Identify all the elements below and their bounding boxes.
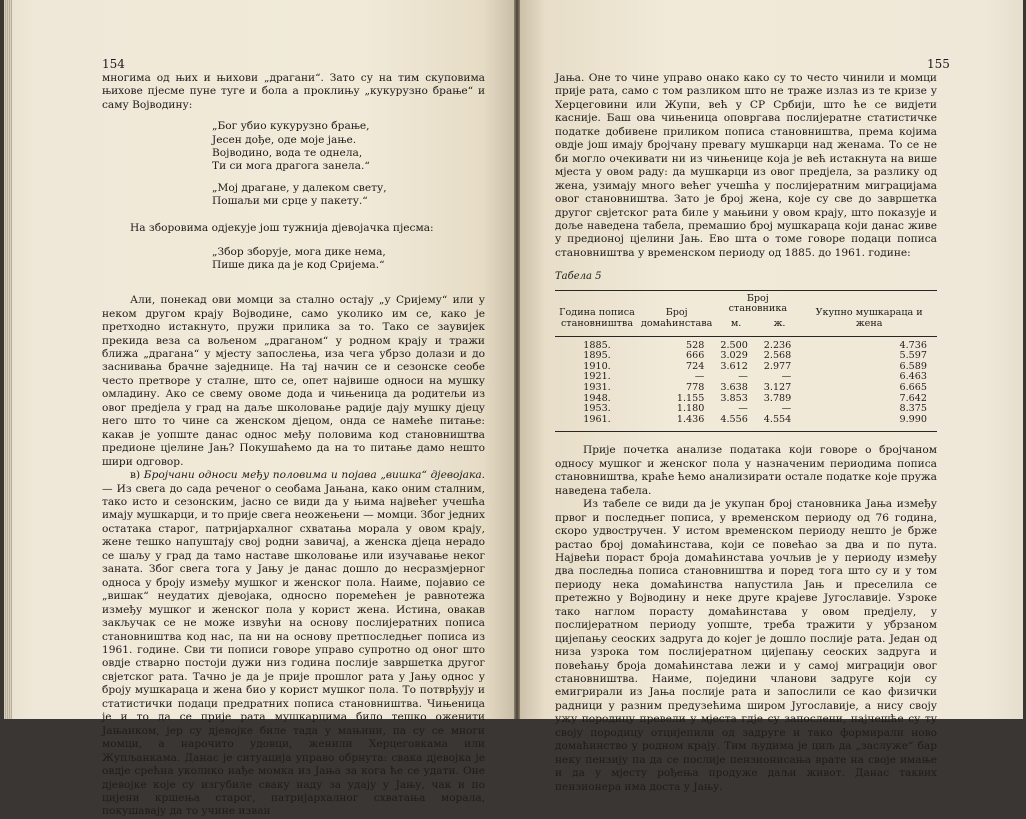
- verse-line: Пошаљи ми срце у пакету.“: [212, 194, 368, 207]
- table-cell-households: 666: [686, 350, 705, 362]
- table-cell-households: 1.155: [676, 392, 705, 404]
- section-paragraph: [102, 469, 485, 819]
- table-cell-households: 778: [686, 381, 705, 393]
- verse-block: [212, 182, 485, 209]
- section-title: Бројчани односи међу половима и појава „вишка“ дјевојака.: [143, 469, 485, 482]
- table-cell-total: 6.589: [899, 360, 927, 372]
- table-cell-total: 6.665: [899, 381, 927, 393]
- column-subheader: ж.: [758, 316, 801, 336]
- table-row: [555, 415, 937, 432]
- right-page-text: [555, 72, 937, 794]
- page-number-left: 154: [102, 57, 125, 71]
- table-caption: Табела 5: [555, 271, 602, 283]
- table-cell-female: 4.554: [763, 413, 792, 425]
- verse-block: [212, 120, 485, 173]
- table-cell-year: 1961.: [583, 413, 611, 425]
- page-number-right: 155: [927, 57, 950, 71]
- verse-line: Ти си мога драгога занела.“: [212, 160, 370, 173]
- table-cell-total: 5.597: [899, 350, 927, 362]
- table-cell-male: —: [738, 403, 748, 415]
- table-cell-male: 4.556: [720, 413, 748, 425]
- table-cell-total: 8.375: [899, 403, 927, 415]
- table-cell-households: 1.180: [676, 403, 705, 415]
- table-cell-total: 7.642: [899, 392, 927, 404]
- column-subheader: м.: [714, 316, 757, 336]
- paragraph: Јања. Оне то чине управо онако како су то често чинили и момци прије рата, само с том разликом што не траже излаз из те кризе у Херцеговини или Жупи, већ у СР Србији, што ће се видјети касније. Баш ова чињеница оповргава послијератне статистичке податке добивене приликом пописа становништва, према којима овдје још имају бројчану превагу мушкарци над женама. То се не би могло очекивати ни из чињенице која је већ истакнута на више мјеста у овом раду: да мушкарци из овог предјела, за разлику од жена, узимају много већег учешћа у послијератним миграцијама овог становништва. Зато је број жена, које су све до завршетка другог свјетског рата биле у мањини у овом крају, што показује и доље наведена табела, премашио број мушкараца који данас живе у предионој цјелини Јањ. Ево шта о томе говоре подаци пописа становништва у временском периоду од 1885. до 1961. године:: [555, 72, 937, 259]
- paragraph: Прије почетка анализе података који говоре о бројчаном односу мушког и женског пола у назначеним периодима пописа становништва, краће ћемо анализирати остале податке које пружа наведена табела.: [555, 444, 937, 497]
- verse-block: [212, 246, 485, 273]
- table-cell-year: 1948.: [583, 392, 611, 404]
- paragraph: многима од њих и њихови „драгани“. Зато су на тим скуповима њихове пјесме пуне туге и бола а проклињу „кукурузно брање“ и саму Војводину:: [102, 72, 485, 111]
- verse-line: „Збор зборује, мога дике нема,: [212, 245, 386, 258]
- table-cell-male: 3.853: [720, 392, 748, 404]
- table-cell-households: 1.436: [676, 413, 705, 425]
- table-cell-year: 1895.: [583, 350, 611, 362]
- table-cell-households: —: [694, 371, 705, 383]
- table-cell-female: —: [781, 403, 792, 415]
- table-cell-male: 3.612: [720, 360, 748, 372]
- table-cell-year: 1885.: [583, 339, 611, 351]
- table-cell-total: 4.736: [899, 339, 927, 351]
- left-page-text: [102, 72, 485, 819]
- paragraph: Из табеле се види да је укупан број становника Јања између првог и последњег пописа, у временском периоду од 76 година, скоро удвостручен. У истом временском периоду нешто је брже растао број домаћинстава, који се повећао за два и по пута. Највећи пораст броја домаћинстава уочљив је у периоду између два последња пописа становништва и поред тога што су и у том периоду нека домаћинства напустила Јањ и преселила се претежно у Војводину и неке друге крајеве Југославије. Узроке тако наглом порасту домаћинстава у овом предјелу, у послијератном периоду уопште, треба тражити у убрзаном цијепању сеоских задруга до којег је дошло послије рата. Један од низа узрока том послијератном цијепању сеоских задруга и повећању броја домаћинстава лежи и у самој миграцији овог становништва. Наиме, поједини чланови задруге који су емигрирали из Јања послије рата и запослили се као физички радници у разним предузећима широм Југославије, а нису своју ужу породицу превели у мјеста гдје су запослени, најчешће су ту своју породицу отцијепили од задруге и тако формирали ново домаћинство у родном крају. Тим људима је циљ да „заслуже“ бар неку пензију па да се послије пензионисања врате на своје имање и да у мјесту рођења продуже даљи живот. Данас таквих пензионера има доста у Јању.: [555, 498, 937, 793]
- table-cell-male: 3.029: [720, 350, 748, 362]
- column-header: Укупно мушкараца и жена: [801, 290, 937, 336]
- column-header: Број становника: [728, 292, 788, 315]
- table-cell-male: —: [738, 371, 748, 383]
- table-cell-year: 1931.: [583, 381, 611, 393]
- verse-line: Јесен дође, оде моје јање.: [212, 133, 357, 146]
- table-cell-households: 528: [686, 339, 705, 351]
- table-cell-total: 9.990: [899, 413, 927, 425]
- verse-line: „Бог убио кукурузно брање,: [212, 120, 370, 133]
- verse-line: „Мој драгане, у далеком свету,: [212, 181, 387, 194]
- table-cell-female: 2.568: [763, 350, 792, 362]
- table-cell-male: 2.500: [720, 339, 748, 351]
- verse-line: Војводино, вода те однела,: [212, 146, 363, 159]
- column-header: Година пописа становништва: [555, 290, 639, 336]
- table-cell-male: 3.638: [720, 381, 748, 393]
- table-cell-female: 3.127: [763, 381, 792, 393]
- table-row: [555, 336, 937, 351]
- table-cell-households: 724: [686, 360, 705, 372]
- table-cell-female: —: [781, 371, 792, 383]
- section-label: в): [130, 469, 141, 482]
- table-cell-female: 3.789: [763, 392, 792, 404]
- table-cell-female: 2.236: [763, 339, 792, 351]
- census-table: [555, 290, 937, 433]
- table-cell-year: 1953.: [583, 403, 611, 415]
- paragraph: Али, понекад ови момци за сталнo остају „у Сријему“ или у неком другом крају Војводине, само уколико им се, како је претходно истакнуто, пружи прилика за то. Тако се заувијек прекида веза са вољеном „драганом“ у родном крају и тражи ближа „драгана“ у мјесту запослења, иза чега убрзо долази и до заснивања брачне заједнице. На тај начин се и сезонске сеобе често претворе у сталне, што се, опет највише односи на мушку омладину. Ако се свему овоме дода и чињеница да родитељи из овог предјела у град на даље школовање радије дају мушку дјецу него што то чине са женском дјецом, онда се намеће питање: какав је уопште данас однос међу половима код становништва предионе цјелине Јањ? Покушаћемо да на то питање дамо нешто шири одговор.: [102, 294, 485, 468]
- table-cell-year: 1910.: [583, 360, 611, 372]
- table-cell-total: 6.463: [899, 371, 927, 383]
- section-body: — Из свега до сада реченог о сеобама Јањана, како оним сталним, тако исто и сезонским, јасно се види да у њима највећег учешћа имају мушкарци, и то прије свега неожењени — момци. Због једних остатака старог, патријархалног схватања морала у овом крају, жене тешко напуштају свој родни завичај, а женска дјеца нерадо се шаљу у град да тамо наставе школовање или изучавање неког заната. Због свега тога у Јању је данас дошло до несразмјерног односа у броју између мушког и женског пола. Наиме, појавио се „вишак“ неудатих дјевојака, односно поремећен је равнотежа између мушког и женског пола у корист жена. Истина, овакав закључак се не може извући на основу послијератних пописа становништва код нас, па ни на основу претпоследњег пописа из 1961. године. Сви ти пописи говоре управо супротно од оног што овдје стварно постоји дужи низ година послије завршетка другог свјетског рата. Тачно је да је прије прошлог рата у Јању однос у броју мушкараца и жена био у корист мушког пола. То потврђују и статистички подаци предратних пописа становништва. Чињеница је и то да се прије рата мушкарцима било тешко оженити Јањанком, јер су дјевојке биле тада у мањини, па су се многи момци, а нарочито удовци, женили Херцеговкама или Жупљанкама. Данас је ситуација управо обрнута: свака дјевојка је овдје срећна уколико нађе момка из Јања за кога ће се удати. Оне дјевојке које су изгубиле сваку наду за удају у Јању, чак и по цијени кршења старог, патријархалног схватања морала, покушавају да то учине изван: [102, 482, 485, 818]
- table-cell-year: 1921.: [583, 371, 611, 383]
- table-cell-female: 2.977: [763, 360, 792, 372]
- verse-line: Пише дика да је код Сријема.“: [212, 258, 385, 271]
- page-edges: [4, 0, 12, 719]
- column-header: Број домаћинстава: [639, 290, 714, 336]
- table-row: [555, 383, 937, 394]
- verse-intro: На зборовима одјекује још тужнија дјевојачка пјесма:: [130, 222, 434, 235]
